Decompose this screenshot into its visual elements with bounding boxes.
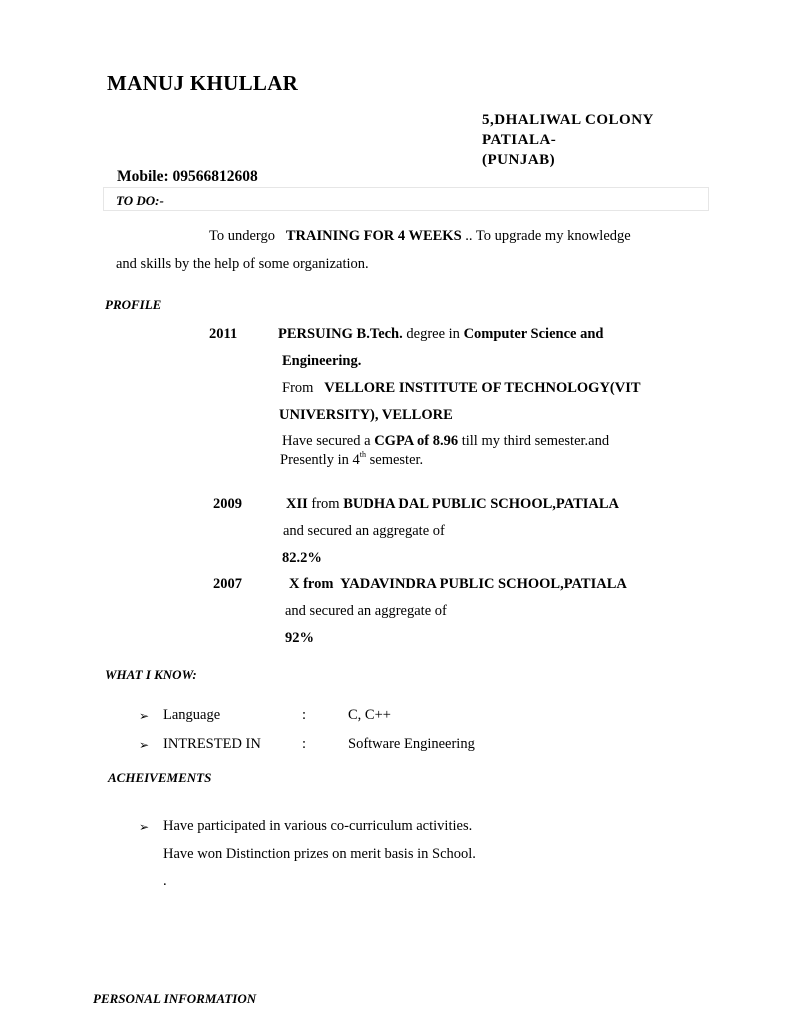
todo-text-bold: TRAINING FOR 4 WEEKS: [285, 228, 462, 244]
address-line-2: PATIALA-: [482, 132, 557, 148]
arrow-bullet-icon: ➢: [139, 820, 150, 834]
profile-2011-line-2: Engineering.: [282, 353, 362, 369]
todo-text-line-2: and skills by the help of some organization.: [116, 256, 369, 272]
address-line-1: 5,DHALIWAL COLONY: [482, 112, 654, 128]
degree-name: PERSUING B.Tech.: [278, 326, 403, 342]
arrow-bullet-icon: ➢: [139, 738, 150, 752]
achievement-line-1: Have participated in various co-curriculum activities.: [163, 818, 473, 834]
todo-heading-box: [103, 187, 709, 211]
class-xii: XII: [286, 496, 308, 512]
mobile-number: Mobile: 09566812608: [117, 168, 258, 185]
school-name-xii: BUDHA DAL PUBLIC SCHOOL,PATIALA: [343, 496, 620, 512]
achievements-heading: ACHEIVEMENTS: [108, 770, 212, 785]
profile-heading: PROFILE: [105, 297, 162, 312]
todo-text-line-1: [209, 228, 631, 245]
skill-sep-language: :: [302, 707, 307, 723]
profile-2007-line-2: and secured an aggregate of: [285, 603, 447, 619]
skill-value-interest: Software Engineering: [348, 736, 475, 752]
profile-2011-line-1: [278, 326, 603, 343]
semester-superscript: th: [359, 450, 366, 459]
profile-2011-line-4: UNIVERSITY), VELLORE: [279, 407, 453, 423]
arrow-bullet-icon: ➢: [139, 709, 150, 723]
profile-2011-line-6: [280, 452, 423, 469]
todo-text-prefix: To undergo: [209, 228, 275, 244]
todo-heading: TO DO:-: [116, 193, 164, 208]
personal-info-heading: PERSONAL INFORMATION: [93, 991, 257, 1006]
address-line-3: (PUNJAB): [482, 152, 556, 168]
from-label: From: [282, 380, 314, 396]
profile-2011-line-3: [282, 380, 641, 397]
profile-2009-score: 82.2%: [282, 550, 322, 566]
profile-2009-line-1: [286, 496, 619, 513]
cgpa-prefix: Have secured a: [282, 433, 375, 449]
degree-field: Computer Science and: [463, 326, 604, 342]
skills-heading: WHAT I KNOW:: [105, 667, 197, 682]
skill-sep-interest: :: [302, 736, 307, 752]
skill-value-language: C, C++: [348, 707, 391, 723]
todo-text-suffix: .. To upgrade my knowledge: [465, 228, 631, 244]
semester-prefix: Presently in 4: [280, 452, 360, 468]
profile-2011-line-5: [282, 433, 609, 450]
cgpa-suffix: till my third semester.and: [458, 433, 610, 449]
cgpa-value: CGPA of 8.96: [374, 433, 459, 449]
profile-year-2007: 2007: [213, 576, 242, 592]
profile-2007-line-1: X from YADAVINDRA PUBLIC SCHOOL,PATIALA: [289, 576, 627, 592]
address-block: [482, 110, 654, 170]
candidate-name: MANUJ KHULLAR: [107, 71, 299, 95]
achievement-line-3: .: [163, 873, 167, 889]
skill-label-interest: INTRESTED IN: [163, 736, 261, 752]
skill-label-language: Language: [163, 707, 221, 723]
profile-year-2011: 2011: [209, 326, 238, 342]
profile-year-2009: 2009: [213, 496, 242, 512]
profile-2009-line-2: and secured an aggregate of: [283, 523, 445, 539]
university-name: VELLORE INSTITUTE OF TECHNOLOGY(VIT: [324, 380, 641, 396]
semester-suffix: semester.: [365, 452, 424, 468]
profile-2007-score: 92%: [285, 630, 314, 646]
degree-connector: degree in: [402, 326, 464, 342]
achievement-line-2: Have won Distinction prizes on merit basis in School.: [163, 846, 476, 862]
from-connector: from: [307, 496, 344, 512]
